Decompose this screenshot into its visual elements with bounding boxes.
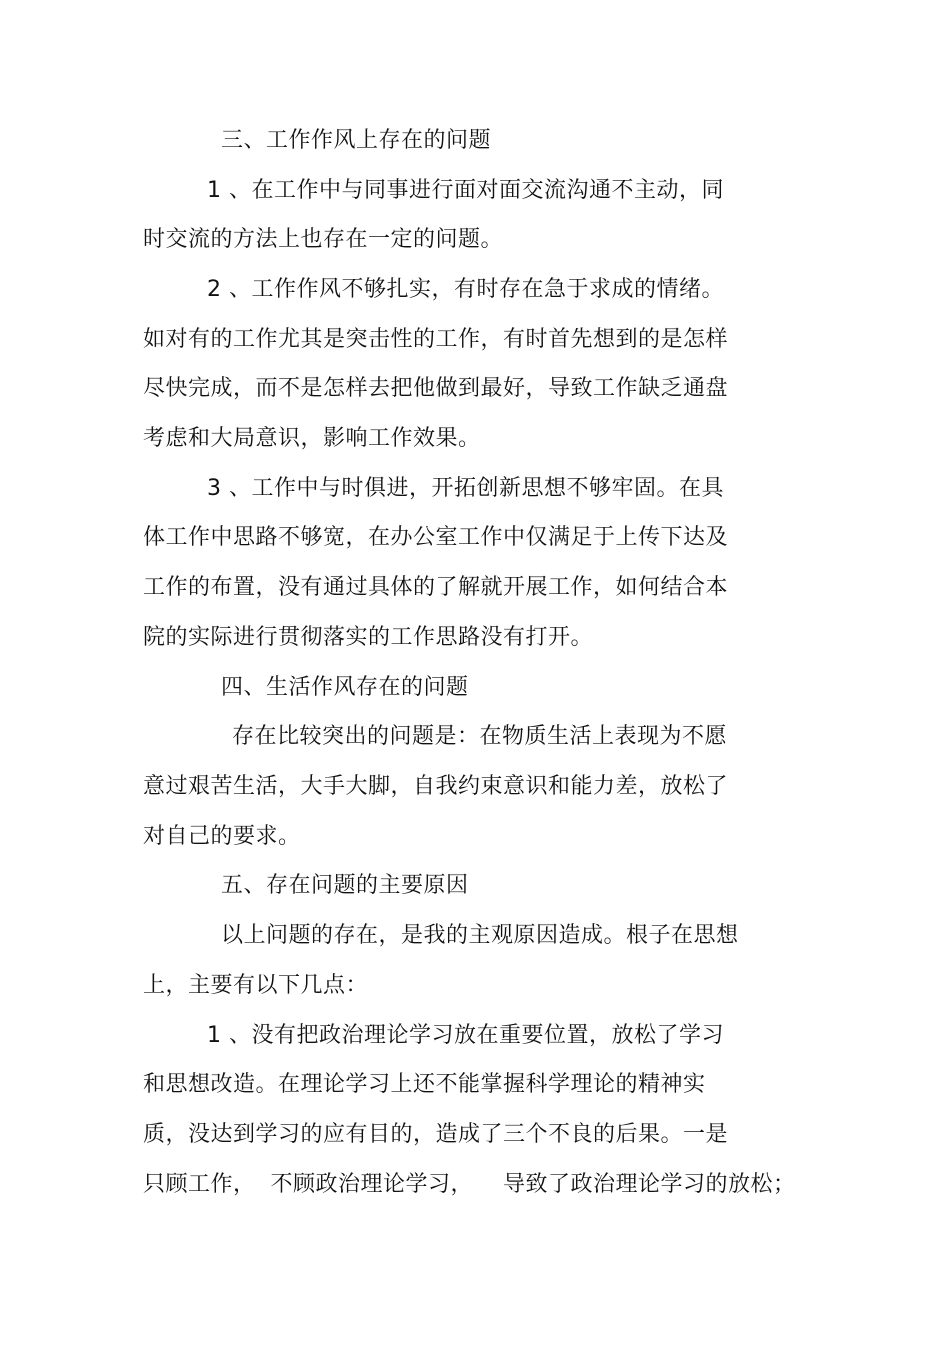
section-heading-3: 三、工作作风上存在的问题 — [221, 128, 492, 153]
paragraph-line: 以上问题的存在，是我的主观原因造成。根子在思想 — [221, 923, 739, 948]
section-heading-5: 五、存在问题的主要原因 — [221, 873, 469, 898]
paragraph-line: 存在比较突出的问题是：在物质生活上表现为不愿 — [232, 724, 728, 749]
paragraph-line: 时交流的方法上也存在一定的问题。 — [143, 227, 504, 252]
paragraph-line: 1 、没有把政治理论学习放在重要位置，放松了学习 — [207, 1023, 724, 1048]
paragraph-line: 3 、工作中与时俱进，开拓创新思想不够牢固。在具 — [207, 476, 724, 501]
paragraph-line: 院的实际进行贯彻落实的工作思路没有打开。 — [143, 625, 594, 650]
section-heading-4: 四、生活作风存在的问题 — [221, 675, 469, 700]
paragraph-line: 上，主要有以下几点： — [143, 973, 369, 998]
paragraph-line: 考虑和大局意识，影响工作效果。 — [143, 426, 481, 451]
paragraph-line: 1 、在工作中与同事进行面对面交流沟通不主动，同 — [207, 178, 724, 203]
paragraph-line: 尽快完成，而不是怎样去把他做到最好，导致工作缺乏通盘 — [143, 376, 729, 401]
paragraph-line: 工作的布置，没有通过具体的了解就开展工作，如何结合本 — [143, 575, 729, 600]
paragraph-line: 对自己的要求。 — [143, 824, 301, 849]
paragraph-line: 如对有的工作尤其是突击性的工作，有时首先想到的是怎样 — [143, 327, 729, 352]
paragraph-line: 意过艰苦生活，大手大脚，自我约束意识和能力差，放松了 — [143, 774, 729, 799]
paragraph-line: 只顾工作， 不顾政治理论学习， 导致了政治理论学习的放松； — [143, 1172, 796, 1197]
paragraph-line: 2 、工作作风不够扎实，有时存在急于求成的情绪。 — [207, 277, 724, 302]
paragraph-line: 体工作中思路不够宽，在办公室工作中仅满足于上传下达及 — [143, 525, 729, 550]
paragraph-line: 和思想改造。在理论学习上还不能掌握科学理论的精神实 — [143, 1072, 706, 1097]
paragraph-line: 质，没达到学习的应有目的，造成了三个不良的后果。一是 — [143, 1122, 729, 1147]
